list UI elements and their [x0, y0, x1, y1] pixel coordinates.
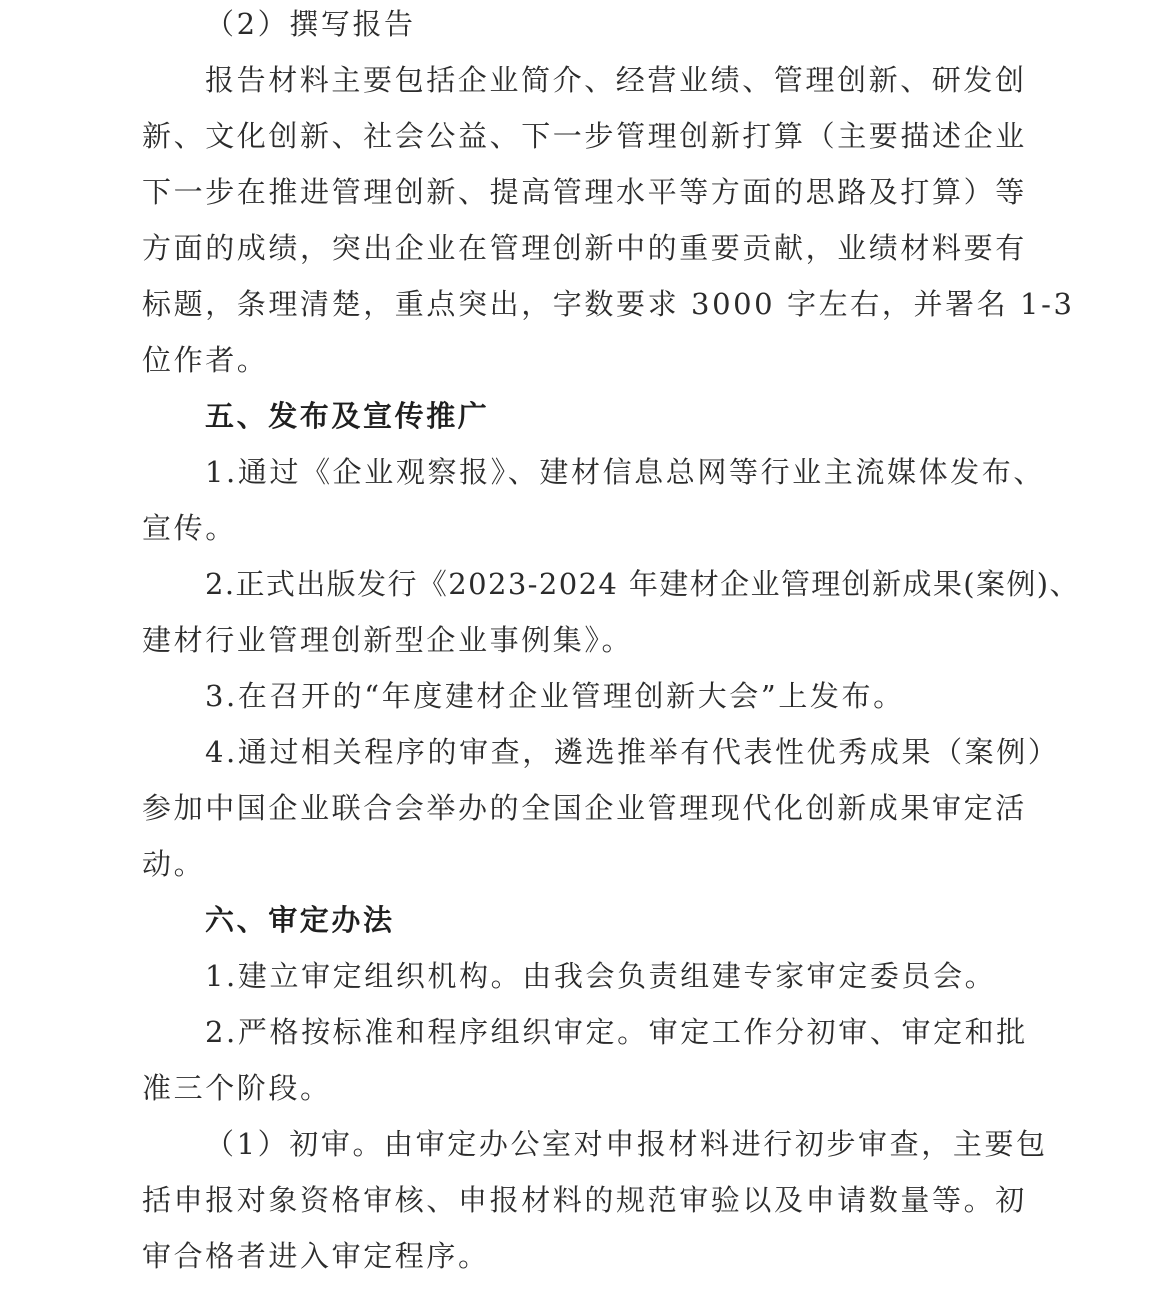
- paragraph-line: 4.通过相关程序的审查，遴选推举有代表性优秀成果（案例）: [205, 735, 1060, 769]
- paragraph-line: 审合格者进入审定程序。: [142, 1239, 490, 1273]
- paragraph-line: （1）初审。由审定办公室对申报材料进行初步审查，主要包: [205, 1127, 1048, 1161]
- paragraph-line: 报告材料主要包括企业简介、经营业绩、管理创新、研发创: [205, 63, 1027, 97]
- paragraph-line: 1.通过《企业观察报》、建材信息总网等行业主流媒体发布、: [205, 455, 1045, 489]
- paragraph-line: 下一步在推进管理创新、提高管理水平等方面的思路及打算）等: [142, 175, 1027, 209]
- subheading-write-report: （2）撰写报告: [205, 7, 416, 41]
- paragraph-line: 2.严格按标准和程序组织审定。审定工作分初审、审定和批: [205, 1015, 1028, 1049]
- paragraph-line: 1.建立审定组织机构。由我会负责组建专家审定委员会。: [205, 959, 997, 993]
- paragraph-line: 参加中国企业联合会举办的全国企业管理现代化创新成果审定活: [142, 791, 1027, 825]
- section-heading-review: 六、审定办法: [205, 903, 395, 937]
- paragraph-line: 括申报对象资格审核、申报材料的规范审验以及申请数量等。初: [142, 1183, 1027, 1217]
- section-heading-publish: 五、发布及宣传推广: [205, 399, 490, 433]
- paragraph-line: 新、文化创新、社会公益、下一步管理创新打算（主要描述企业: [142, 119, 1027, 153]
- paragraph-line: 3.在召开的“年度建材企业管理创新大会”上发布。: [205, 679, 905, 713]
- paragraph-line: 建材行业管理创新型企业事例集》。: [142, 623, 634, 657]
- paragraph-line: 标题，条理清楚，重点突出，字数要求 3000 字左右，并署名 1-3: [142, 287, 1075, 321]
- paragraph-line: 方面的成绩，突出企业在管理创新中的重要贡献，业绩材料要有: [142, 231, 1027, 265]
- paragraph-line: 动。: [142, 847, 206, 881]
- paragraph-line: 2.正式出版发行《2023-2024 年建材企业管理创新成果(案例)、: [205, 567, 1080, 601]
- paragraph-line: 位作者。: [142, 343, 269, 377]
- paragraph-line: 准三个阶段。: [142, 1071, 332, 1105]
- paragraph-line: 宣传。: [142, 511, 237, 545]
